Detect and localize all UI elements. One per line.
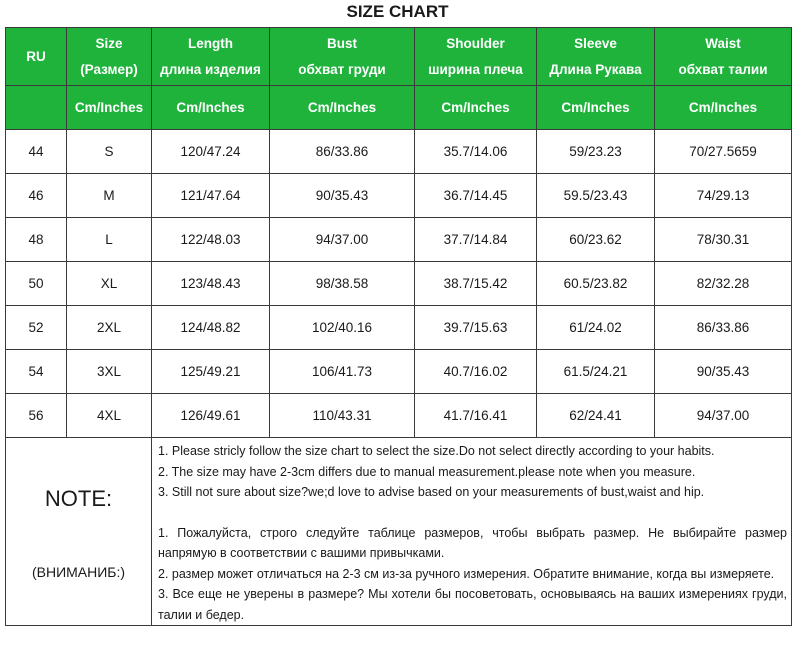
unit-cell: Cm/Inches	[415, 86, 537, 130]
table-cell: L	[67, 218, 152, 262]
header-cell-length: Length длина изделия	[152, 28, 270, 86]
header-cell-sleeve: Sleeve Длина Рукава	[537, 28, 655, 86]
table-cell: XL	[67, 262, 152, 306]
table-cell: 4XL	[67, 394, 152, 438]
unit-cell	[6, 86, 67, 130]
table-cell: 86/33.86	[655, 306, 792, 350]
note-row	[6, 438, 792, 626]
table-cell: 46	[6, 174, 67, 218]
table-cell: 120/47.24	[152, 130, 270, 174]
table-cell: 60/23.62	[537, 218, 655, 262]
table-cell: 3XL	[67, 350, 152, 394]
table-cell: 78/30.31	[655, 218, 792, 262]
unit-cell: Cm/Inches	[152, 86, 270, 130]
header-row-units	[6, 86, 792, 130]
table-cell: 102/40.16	[270, 306, 415, 350]
table-row	[6, 174, 792, 218]
table-cell: 98/38.58	[270, 262, 415, 306]
table-cell: 50	[6, 262, 67, 306]
table-cell: 61.5/24.21	[537, 350, 655, 394]
header-row-labels	[6, 28, 792, 86]
table-cell: 35.7/14.06	[415, 130, 537, 174]
table-cell: 125/49.21	[152, 350, 270, 394]
note-label-cell	[6, 438, 152, 626]
unit-cell: Cm/Inches	[537, 86, 655, 130]
table-row	[6, 130, 792, 174]
header-cell-bust: Bust обхват груди	[270, 28, 415, 86]
size-chart-table	[5, 27, 792, 626]
table-cell: 60.5/23.82	[537, 262, 655, 306]
table-cell: 86/33.86	[270, 130, 415, 174]
table-row	[6, 262, 792, 306]
note-ru-2: 2. размер может отличаться на 2-3 см из-за ручного измерения. Обратите внимание, когда вы измеряете.	[158, 566, 775, 581]
table-cell: M	[67, 174, 152, 218]
table-cell: 2XL	[67, 306, 152, 350]
unit-cell: Cm/Inches	[655, 86, 792, 130]
table-cell: 56	[6, 394, 67, 438]
table-cell: 122/48.03	[152, 218, 270, 262]
table-cell: 62/24.41	[537, 394, 655, 438]
note-ru-1: 1. Пожалуйста, строго следуйте таблице размеров, чтобы выбрать размер. Не выбирайте размер напрямую в соответствии с вашими привычками.	[158, 525, 787, 560]
table-cell: 36.7/14.45	[415, 174, 537, 218]
table-cell: 41.7/16.41	[415, 394, 537, 438]
unit-cell: Cm/Inches	[67, 86, 152, 130]
table-row	[6, 394, 792, 438]
note-en-2: 2. The size may have 2-3cm differs due to manual measurement.please note when you measure.	[158, 464, 696, 479]
unit-cell: Cm/Inches	[270, 86, 415, 130]
table-cell: 110/43.31	[270, 394, 415, 438]
table-cell: 94/37.00	[655, 394, 792, 438]
table-row	[6, 306, 792, 350]
note-en-3: 3. Still not sure about size?we;d love to advise based on your measurements of bust,waist and hip.	[158, 485, 705, 499]
page-title: SIZE CHART	[346, 2, 449, 21]
table-cell: 52	[6, 306, 67, 350]
note-en-1: 1. Please stricly follow the size chart to select the size.Do not select directly according to your habits.	[158, 444, 715, 458]
table-cell: 90/35.43	[655, 350, 792, 394]
note-ru-3: 3. Все еще не уверены в размере? Мы хотели бы посоветовать, основываясь на ваших измерениях груди, талии и бедер.	[158, 587, 787, 622]
table-cell: 74/29.13	[655, 174, 792, 218]
header-cell-ru: RU	[6, 28, 67, 86]
table-cell: 70/27.5659	[655, 130, 792, 174]
table-cell: 59/23.23	[537, 130, 655, 174]
table-cell: 38.7/15.42	[415, 262, 537, 306]
note-label-ru: (ВНИМАНИБ:)	[31, 564, 126, 580]
table-cell: S	[67, 130, 152, 174]
table-row	[6, 350, 792, 394]
header-cell-shoulder: Shoulder ширина плеча	[415, 28, 537, 86]
table-cell: 126/49.61	[152, 394, 270, 438]
header-cell-size: Size (Размер)	[67, 28, 152, 86]
table-cell: 44	[6, 130, 67, 174]
table-cell: 39.7/15.63	[415, 306, 537, 350]
table-cell: 82/32.28	[655, 262, 792, 306]
table-cell: 59.5/23.43	[537, 174, 655, 218]
table-cell: 121/47.64	[152, 174, 270, 218]
table-cell: 106/41.73	[270, 350, 415, 394]
table-cell: 61/24.02	[537, 306, 655, 350]
table-cell: 48	[6, 218, 67, 262]
table-cell: 90/35.43	[270, 174, 415, 218]
table-cell: 124/48.82	[152, 306, 270, 350]
note-text-cell	[152, 438, 792, 626]
table-cell: 54	[6, 350, 67, 394]
table-cell: 40.7/16.02	[415, 350, 537, 394]
note-label: NOTE:	[44, 486, 113, 511]
table-cell: 123/48.43	[152, 262, 270, 306]
table-row	[6, 218, 792, 262]
table-cell: 37.7/14.84	[415, 218, 537, 262]
header-cell-waist: Waist обхват талии	[655, 28, 792, 86]
table-cell: 94/37.00	[270, 218, 415, 262]
